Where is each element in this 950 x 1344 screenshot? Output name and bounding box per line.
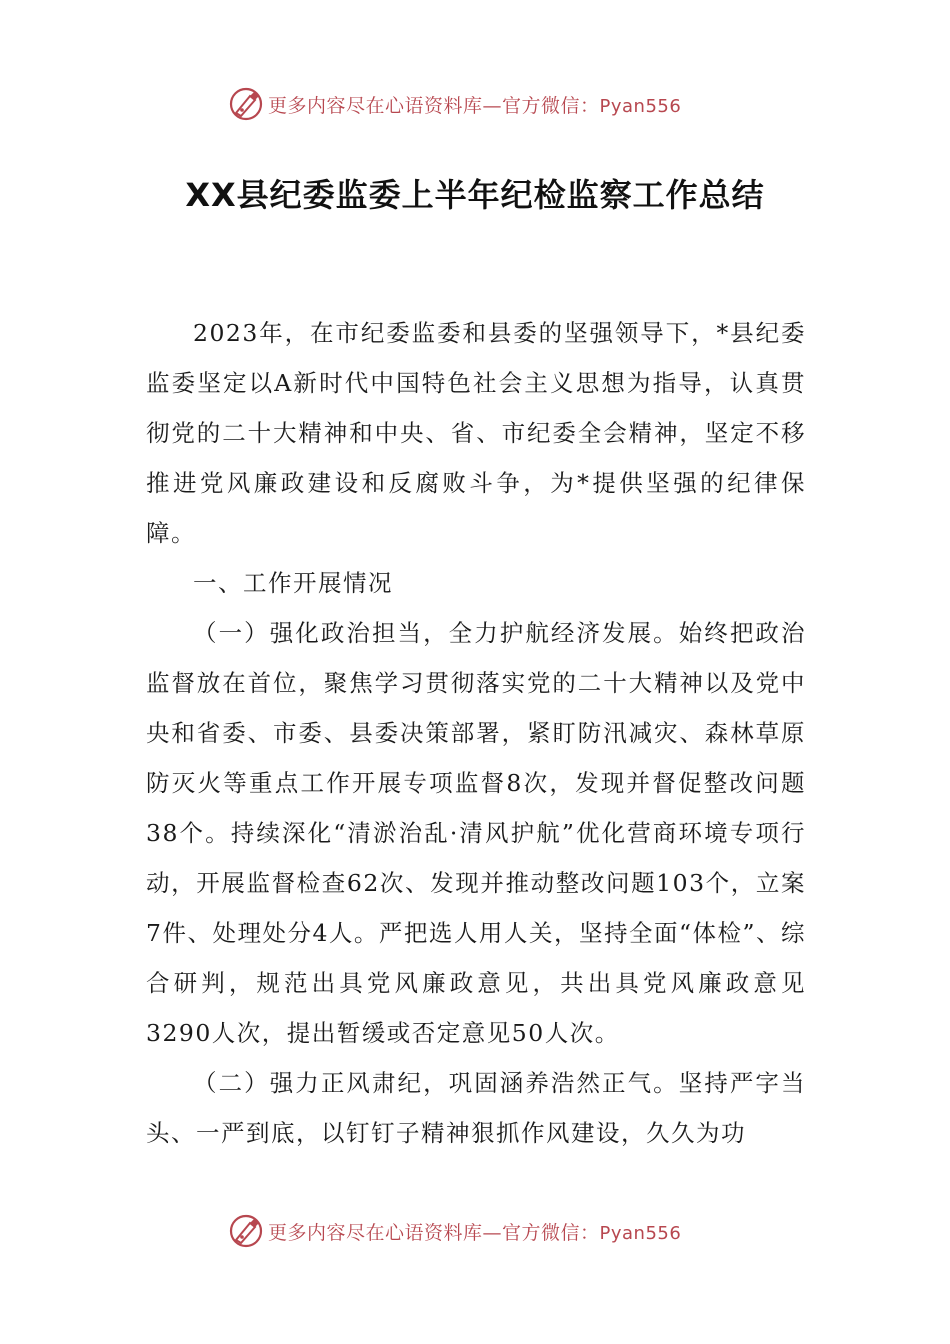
intro-paragraph: 2023年，在市纪委监委和县委的坚强领导下，*县纪委监委坚定以A新时代中国特色社会主义思想为指导，认真贯彻党的二十大精神和中央、省、市纪委全会精神，坚定不移推进党风廉政建设和反腐败斗争，为*提供坚强的纪律保障。: [146, 319, 806, 547]
pen-nib-logo-icon: [228, 1213, 264, 1249]
footer-watermark: [228, 1211, 748, 1251]
document-body: [146, 308, 806, 1158]
body-paragraph: （二）强力正风肃纪，巩固涵养浩然正气。坚持严字当头、一严到底，以钉钉子精神狠抓作风建设，久久为功: [146, 1069, 806, 1147]
watermark-wechat-id: Pyan556: [599, 95, 682, 117]
pen-nib-logo-icon: [228, 86, 264, 122]
watermark-text: 更多内容尽在心语资料库—官方微信：Pyan556: [268, 94, 682, 117]
watermark-wechat-id: Pyan556: [599, 1222, 682, 1244]
body-paragraph: （一）强化政治担当，全力护航经济发展。始终把政治监督放在首位，聚焦学习贯彻落实党的二十大精神以及党中央和省委、市委、县委决策部署，紧盯防汛减灾、森林草原防灭火等重点工作开展专项监督8次，发现并督促整改问题38个。持续深化“清淤治乱·清风护航”优化营商环境专项行动，开展监督检查62次、发现并推动整改问题103个，立案7件、处理处分4人。严把选人用人关，坚持全面“体检”、综合研判，规范出具党风廉政意见，共出具党风廉政意见3290人次，提出暂缓或否定意见50人次。: [146, 619, 806, 1047]
document-title: XX县纪委监委上半年纪检监察工作总结: [185, 176, 765, 214]
header-watermark: [228, 84, 748, 124]
section-heading: 一、工作开展情况: [193, 569, 393, 597]
watermark-text: 更多内容尽在心语资料库—官方微信：Pyan556: [268, 1221, 682, 1244]
